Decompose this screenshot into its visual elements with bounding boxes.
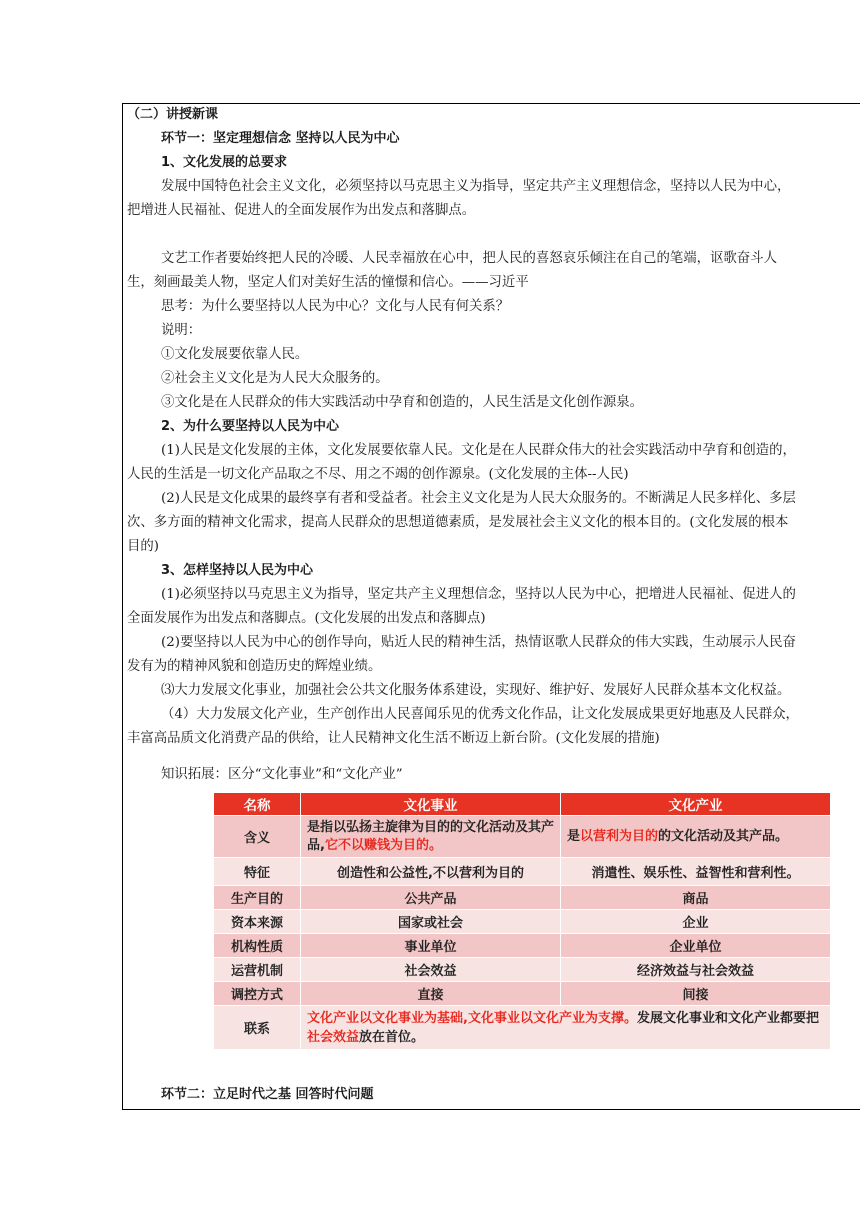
heading-2: 2、为什么要坚持以人民为中心 (161, 419, 340, 434)
explain-item-1: ①文化发展要依靠人民。 (161, 347, 309, 362)
table-row (214, 858, 831, 886)
cell-relation (301, 1006, 831, 1050)
way-1-line-1: (1)必须坚持以马克思主义为指导，坚定共产主义理想信念，坚持以人民为中心，把增进人民福祉、促进人的 (161, 587, 796, 602)
think-question: 思考：为什么要坚持以人民为中心？文化与人民有何关系？ (161, 299, 510, 314)
reason-2-line-3: 目的) (127, 539, 160, 554)
table-row (214, 910, 831, 934)
reason-2-line-2: 次、多方面的精神文化需求，提高人民群众的思想道德素质，是发展社会主义文化的根本目的。(文化发展的根本 (127, 515, 789, 530)
cell: 消遣性、娱乐性、益智性和营利性。 (561, 858, 831, 886)
cell-text: 是 (567, 828, 581, 844)
cell: 事业单位 (301, 934, 561, 958)
way-2-line-1: (2)要坚持以人民为中心的创作导向，贴近人民的精神生活，热情讴歌人民群众的伟大实践，生动展示人民奋 (161, 635, 796, 650)
cell-text: 发展文化事业和文化产业都要把 (636, 1010, 819, 1026)
heading-1: 1、文化发展的总要求 (161, 155, 288, 170)
cell: 企业单位 (561, 934, 831, 958)
cell-text: 是指以弘扬主旋律为目的的文化活动及其产品, (307, 819, 555, 853)
cell-meaning-b (561, 816, 831, 858)
quote-line-1: 文艺工作者要始终把人民的冷暖、人民幸福放在心中，把人民的喜怒哀乐倾注在自己的笔端，讴歌奋斗人 (161, 251, 777, 266)
table-row (214, 1006, 831, 1050)
cell-text: 的文化活动及其产品。 (658, 828, 789, 844)
cell: 商品 (561, 886, 831, 910)
quote-line-2: 生，刻画最美人物，坚定人们对美好生活的憧憬和信心。——习近平 (127, 275, 529, 290)
explain-item-2: ②社会主义文化是为人民大众服务的。 (161, 371, 389, 386)
reason-1-line-1: (1)人民是文化发展的主体，文化发展要依靠人民。文化是在人民群众伟大的社会实践活动中孕育和创造的， (161, 443, 796, 458)
cell: 经济效益与社会效益 (561, 958, 831, 982)
table-row (214, 816, 831, 858)
cell: 创造性和公益性,不以营利为目的 (301, 858, 561, 886)
table-row (214, 886, 831, 910)
cell-red-text: 以营利为目的 (580, 828, 659, 844)
cell: 直接 (301, 982, 561, 1006)
heading-3: 3、怎样坚持以人民为中心 (161, 563, 314, 578)
section-title: （二）讲授新课 (127, 107, 219, 122)
row-label: 特征 (214, 858, 301, 886)
table-row (214, 934, 831, 958)
cell: 间接 (561, 982, 831, 1006)
cell: 国家或社会 (301, 910, 561, 934)
row-label: 资本来源 (214, 910, 301, 934)
header-cultural-undertaking: 文化事业 (301, 793, 561, 816)
row-label: 运营机制 (214, 958, 301, 982)
cell-red-text: 文化产业以文化事业为基础,文化事业以文化产业为支撑。 (307, 1010, 637, 1026)
cell: 公共产品 (301, 886, 561, 910)
explain-label: 说明： (161, 323, 202, 338)
way-3-line-1: ⑶大力发展文化事业，加强社会公共文化服务体系建设，实现好、维护好、发展好人民群众基本文化权益。 (161, 683, 791, 698)
header-cultural-industry: 文化产业 (561, 793, 831, 816)
row-label: 机构性质 (214, 934, 301, 958)
reason-2-line-1: (2)人民是文化成果的最终享有者和受益者。社会主义文化是为人民大众服务的。不断满足人民多样化、多层 (161, 491, 796, 506)
way-2-line-2: 发有为的精神风貌和创造历史的辉煌业绩。 (127, 659, 382, 674)
explain-item-3: ③文化是在人民群众的伟大实践活动中孕育和创造的，人民生活是文化创作源泉。 (161, 395, 644, 410)
row-label: 含义 (214, 816, 301, 858)
reason-1-line-2: 人民的生活是一切文化产品取之不尽、用之不竭的创作源泉。(文化发展的主体--人民) (127, 467, 629, 482)
cell-red-text: 社会效益 (307, 1029, 360, 1045)
cell-text: 放在首位。 (359, 1029, 425, 1045)
extension-title: 知识拓展：区分“文化事业”和“文化产业” (161, 767, 403, 782)
cell: 社会效益 (301, 958, 561, 982)
cell: 企业 (561, 910, 831, 934)
segment2-title: 环节二：立足时代之基 回答时代问题 (161, 1087, 374, 1102)
way-4-line-1: （4）大力发展文化产业，生产创作出人民喜闻乐见的优秀文化作品，让文化发展成果更好地惠及人民群众， (161, 707, 799, 722)
way-4-line-2: 丰富高品质文化消费产品的供给，让人民精神文化生活不断迈上新台阶。(文化发展的措施) (127, 731, 660, 746)
comparison-table (213, 792, 831, 1050)
cell-red-text: 它不以赚钱为目的。 (324, 837, 442, 853)
header-name: 名称 (214, 793, 301, 816)
row-label: 调控方式 (214, 982, 301, 1006)
cell-meaning-a (301, 816, 561, 858)
table-row (214, 958, 831, 982)
row-label: 生产目的 (214, 886, 301, 910)
table-header-row (214, 793, 831, 816)
paragraph-1-line-2: 把增进人民福祉、促进人的全面发展作为出发点和落脚点。 (127, 203, 476, 218)
table-row (214, 982, 831, 1006)
way-1-line-2: 全面发展作为出发点和落脚点。(文化发展的出发点和落脚点) (127, 611, 486, 626)
paragraph-1-line-1: 发展中国特色社会主义文化，必须坚持以马克思主义为指导，坚定共产主义理想信念，坚持以人民为中心， (161, 179, 791, 194)
row-label: 联系 (214, 1006, 301, 1050)
segment1-title: 环节一：坚定理想信念 坚持以人民为中心 (161, 131, 400, 146)
